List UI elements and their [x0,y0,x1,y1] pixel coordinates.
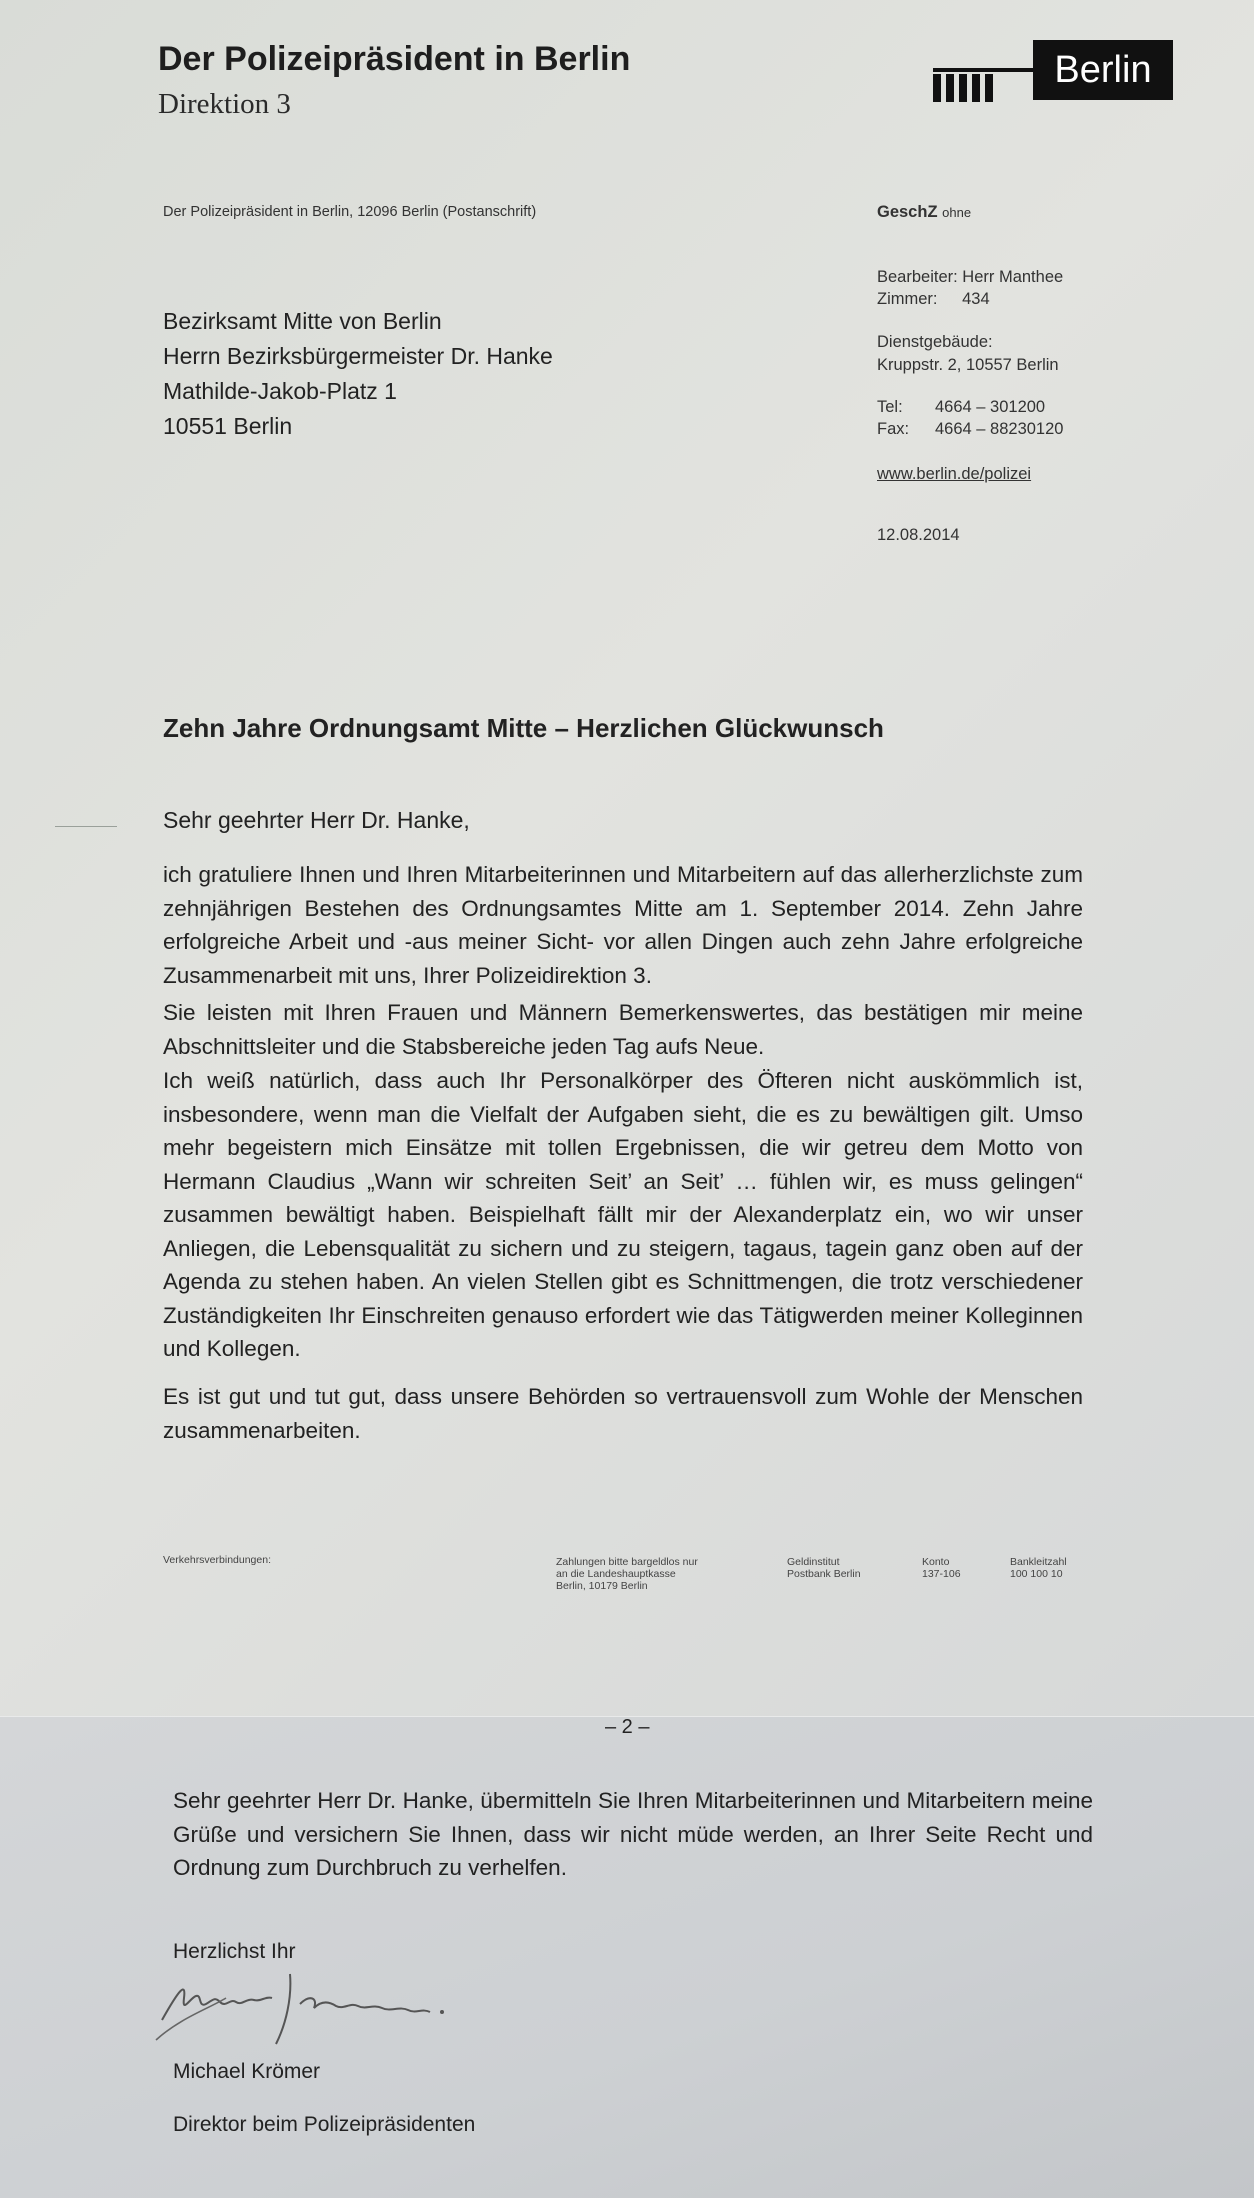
fax-value: 4664 – 88230120 [935,420,1064,438]
tel-label: Tel: [877,398,903,416]
office-building-label: Dienstgebäude: [877,333,993,351]
body-paragraph-3: Ich weiß natürlich, dass auch Ihr Personalkörper des Öfteren nicht auskömmlich ist, insbesondere, wenn man die Vielfalt der Aufgaben sieht, die es zu bewältigen gilt. Umso mehr begeistern mich Einsätze mit tollen Ergebnissen, die wir getreu dem Motto von Hermann Claudius „Wann wir schreiten Seit’ an Seit’ … fühlen wir, es muss gelingen“ zusammen bewältigt haben. Beispielhaft fällt mir der Alexanderplatz ein, wo wir unser Anliegen, die Lebensqualität zu sichern und zu steigern, tagaus, tagein ganz oben auf der Agenda zu stehen haben. An vielen Stellen gibt es Schnittmengen, die trotz verschiedener Zuständigkeiten Ihr Einschreiten genauso erfordert wie das Tätigwerden meiner Kolleginnen und Kollegen. [163,1068,1083,1361]
letterhead-title: Der Polizeipräsident in Berlin [158,40,631,78]
handwritten-signature [150,1968,510,2068]
website-link[interactable]: www.berlin.de/polizei [877,465,1032,483]
handler: Bearbeiter: Herr Manthee [877,268,1064,286]
reference-number [877,203,971,222]
footer-account [922,1556,961,1580]
telephone [877,398,1045,417]
footer-bank [787,1556,861,1580]
office-building-address: Kruppstr. 2, 10557 Berlin [877,356,1059,374]
footer-account-label: Konto [922,1556,950,1568]
recipient-line-3: Mathilde-Jakob-Platz 1 [163,378,397,404]
sender-address-line: Der Polizeipräsident in Berlin, 12096 Berlin (Postanschrift) [163,204,537,220]
signer-title: Direktor beim Polizeipräsidenten [173,2113,476,2136]
footer-bank-code-label: Bankleitzahl [1010,1556,1067,1568]
footer-bank-code-value: 100 100 10 [1010,1568,1063,1580]
footer-payments-line-1: Zahlungen bitte bargeldlos nur [556,1556,698,1568]
fax [877,420,1063,439]
body-paragraph-4: Es ist gut und tut gut, dass unsere Behörden so vertrauensvoll zum Wohle der Menschen zusammenarbeiten. [163,1384,1083,1443]
footer-account-value: 137-106 [922,1568,961,1580]
footer-bank-code [1010,1556,1067,1580]
brandenburg-gate-icon [933,68,1033,108]
footer-payments [556,1556,698,1592]
footer-bank-value: Postbank Berlin [787,1568,861,1580]
closing-phrase: Herzlichst Ihr [173,1940,296,1963]
closing-paragraph: Sehr geehrter Herr Dr. Hanke, übermitteln Sie Ihren Mitarbeiterinnen und Mitarbeitern meine Grüße und versichern Sie Ihnen, dass wir nicht müde werden, an Ihrer Seite Recht und Ordnung zum Durchbruch zu verhelfen. [173,1788,1093,1880]
room-label: Zimmer: [877,290,938,308]
recipient-line-2: Herrn Bezirksbürgermeister Dr. Hanke [163,343,553,369]
signer-name: Michael Krömer [173,2060,321,2083]
letter-subject: Zehn Jahre Ordnungsamt Mitte – Herzlichen Glückwunsch [163,713,884,743]
room [877,290,990,309]
body-paragraph-2: Sie leisten mit Ihren Frauen und Männern Bemerkenswertes, das bestätigen mir meine Abschnittsleiter und die Stabsbereiche jeden Tag aufs Neue. [163,1000,1083,1059]
footer-bank-label: Geldinstitut [787,1556,840,1568]
body-paragraph-1: ich gratuliere Ihnen und Ihren Mitarbeiterinnen und Mitarbeitern auf das allerherzlichste zum zehnjährigen Bestehen des Ordnungsamtes Mitte am 1. September 2014. Zehn Jahre erfolgreiche Arbeit und -aus meiner Sicht- vor allen Dingen auch zehn Jahre erfolgreiche Zusammenarbeit mit uns, Ihrer Polizeidirektion 3. [163,862,1083,988]
logo-wordmark: Berlin [1033,40,1173,100]
geschz-label: GeschZ [877,203,938,221]
geschz-value: ohne [942,205,972,220]
letter-date: 12.08.2014 [877,526,960,544]
letterhead-subtitle: Direktion 3 [158,88,291,120]
page-number: – 2 – [605,1716,650,1738]
fold-mark [55,826,117,827]
footer-transport: Verkehrsverbindungen: [163,1554,271,1566]
tel-value: 4664 – 301200 [935,398,1046,416]
salutation: Sehr geehrter Herr Dr. Hanke, [163,807,470,833]
fax-label: Fax: [877,420,910,438]
footer-payments-line-3: Berlin, 10179 Berlin [556,1580,648,1592]
footer-payments-line-2: an die Landeshauptkasse [556,1568,676,1580]
berlin-logo [933,40,1173,120]
room-value: 434 [962,290,990,308]
recipient-line-1: Bezirksamt Mitte von Berlin [163,308,442,334]
recipient-line-4: 10551 Berlin [163,413,293,439]
